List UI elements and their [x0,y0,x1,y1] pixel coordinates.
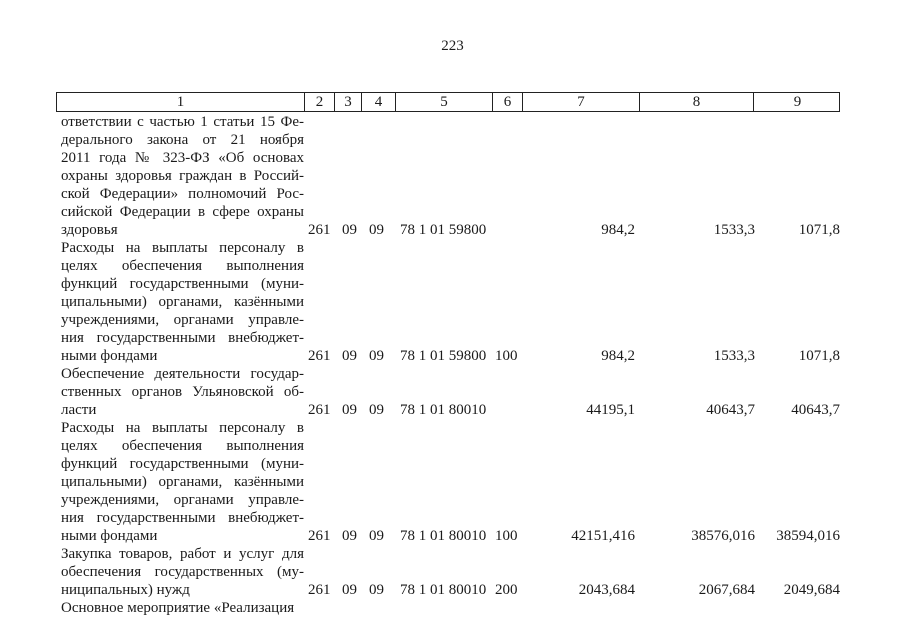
cell-c5: 78 1 01 59800 [400,348,487,364]
header-col-9: 9 [793,94,802,110]
cell-c4: 09 [369,402,384,418]
cell-c3: 09 [342,528,357,544]
description-line: целях обеспечения выполнения [61,258,304,274]
cell-c6: 200 [495,582,518,598]
row-description [61,419,304,545]
header-col-8: 8 [640,93,754,111]
description-line: ния государственными внебюджет- [61,330,304,346]
description-line: ными фондами [61,348,158,364]
cell-c8: 38576,016 [691,528,755,544]
cell-c6: 100 [495,528,518,544]
cell-c9: 1071,8 [798,348,840,364]
cell-c8: 40643,7 [706,402,755,418]
cell-c8: 2067,684 [698,582,755,598]
cell-c9: 1071,8 [798,222,840,238]
header-col-2: 2 [305,93,335,111]
cell-c3: 09 [342,222,357,238]
description-line: функций государственными (муни- [61,276,304,292]
description-line: Расходы на выплаты персоналу в [61,240,304,256]
cell-c3: 09 [342,582,357,598]
cell-c2: 261 [308,402,331,418]
cell-c4: 09 [369,582,384,598]
cell-c7: 2043,684 [578,582,635,598]
table-row [0,419,905,545]
description-line: ния государственными внебюджет- [61,510,304,526]
cell-c8: 1533,3 [713,348,755,364]
cell-c2: 261 [308,528,331,544]
row-description [61,599,304,617]
description-line: учреждениями, органами управле- [61,312,304,328]
description-line: охраны здоровья граждан в Россий- [61,168,304,184]
cell-c9: 40643,7 [791,402,840,418]
table-row [0,545,905,599]
header-col-3: 3 [335,93,362,111]
description-line: Закупка товаров, работ и услуг для [61,546,304,562]
header-col-1: 1 [57,93,305,111]
cell-c9: 38594,016 [776,528,840,544]
table-row [0,365,905,419]
row-description [61,239,304,365]
cell-c9: 2049,684 [783,582,840,598]
description-line: 2011 года № 323-ФЗ «Об основах [61,150,304,166]
cell-c5: 78 1 01 80010 [400,402,487,418]
cell-c7: 984,2 [601,348,635,364]
row-description [61,113,304,239]
description-line: ципальными) органами, казёнными [61,474,304,490]
description-line: обеспечения государственных (му- [61,564,304,580]
cell-c4: 09 [369,222,384,238]
cell-c7: 44195,1 [586,402,635,418]
description-line: учреждениями, органами управле- [61,492,304,508]
description-line: ласти [61,402,97,418]
row-description [61,365,304,419]
cell-c7: 42151,416 [571,528,635,544]
description-line: ниципальных) нужд [61,582,190,598]
cell-c2: 261 [308,348,331,364]
cell-c5: 78 1 01 80010 [400,528,487,544]
cell-c2: 261 [308,222,331,238]
cell-c4: 09 [369,348,384,364]
table-row [0,239,905,365]
table-body [0,113,905,617]
cell-c8: 1533,3 [713,222,755,238]
description-line: ными фондами [61,528,158,544]
table-row [0,113,905,239]
header-col-7: 7 [523,93,640,111]
cell-c7: 984,2 [601,222,635,238]
cell-c3: 09 [342,348,357,364]
description-line: ципальными) органами, казёнными [61,294,304,310]
description-line: дерального закона от 21 ноября [61,132,304,148]
header-col-5: 5 [396,93,493,111]
page-number: 223 [441,38,464,54]
description-line: Расходы на выплаты персоналу в [61,420,304,436]
description-line: ответствии с частью 1 статьи 15 Фе- [61,114,304,130]
description-line: ской Федерации» полномочий Рос- [61,186,304,202]
cell-c6: 100 [495,348,518,364]
description-line: целях обеспечения выполнения [61,438,304,454]
cell-c4: 09 [369,528,384,544]
cell-c3: 09 [342,402,357,418]
description-line: Основное мероприятие «Реализация [61,600,295,616]
header-col-6: 6 [493,93,523,111]
description-line: Обеспечение деятельности государ- [61,366,304,382]
cell-c5: 78 1 01 59800 [400,222,487,238]
cell-c5: 78 1 01 80010 [400,582,487,598]
description-line: ственных органов Ульяновской об- [61,384,304,400]
table-header [56,92,840,112]
description-line: здоровья [61,222,118,238]
row-description [61,545,304,599]
cell-c2: 261 [308,582,331,598]
description-line: сийской Федерации в сфере охраны [61,204,304,220]
header-col-4: 4 [362,93,396,111]
description-line: функций государственными (муни- [61,456,304,472]
table-row [0,599,905,617]
